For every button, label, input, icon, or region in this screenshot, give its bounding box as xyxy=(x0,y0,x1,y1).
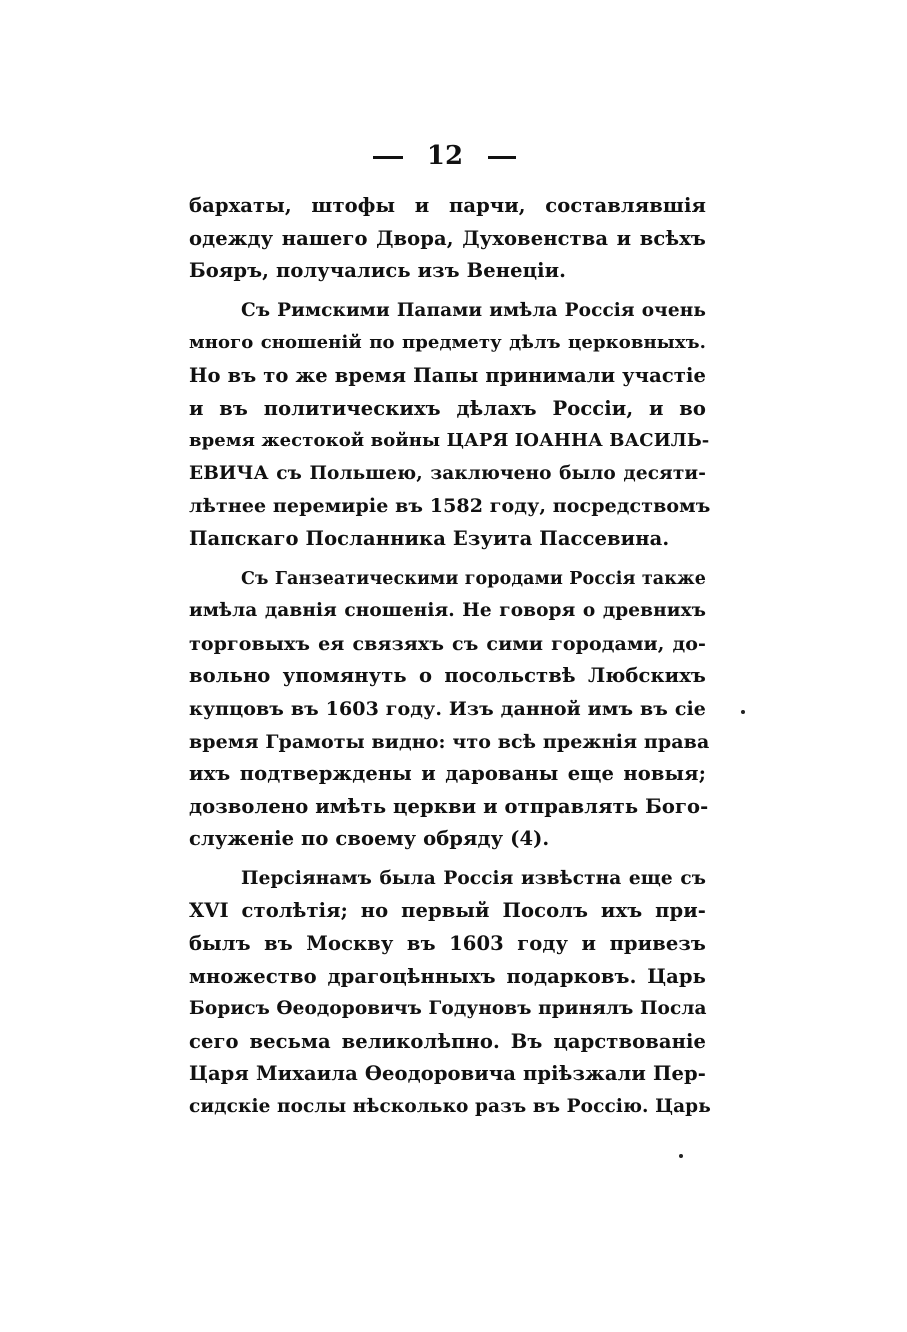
text-line: бархаты, штофы и парчи, составлявшія xyxy=(189,194,706,217)
text-line: Съ Ганзеатическими городами Россія также xyxy=(241,568,706,589)
text-line: ЕВИЧА съ Польшею, заключено было десяти- xyxy=(189,462,706,484)
text-line: дозволено имѣть церкви и отправлять Бого- xyxy=(189,794,709,818)
text-line: Съ Римскими Папами имѣла Россія очень xyxy=(241,299,706,321)
header-dash-right xyxy=(488,156,516,159)
text-line: Борисъ Ѳеодоровичъ Годуновъ принялъ Посла xyxy=(189,998,707,1020)
text-line: имѣла давнія сношенія. Не говоря о древнихъ xyxy=(189,600,706,622)
text-line: купцовъ въ 1603 году. Изъ данной имъ въ сіе xyxy=(189,697,706,720)
text-line: Персіянамъ была Россія извѣстна еще съ xyxy=(241,867,706,889)
text-line: вольно упомянуть о посольствѣ Любскихъ xyxy=(189,664,706,688)
text-line: много сношеній по предмету дѣлъ церковныхъ. xyxy=(189,332,706,354)
text-line: XVI столѣтія; но первый Посолъ ихъ при- xyxy=(189,899,706,923)
page-number: 12 xyxy=(426,141,464,171)
text-line: и въ политическихъ дѣлахъ Россіи, и во xyxy=(189,396,706,420)
text-line: Царя Михаила Ѳеодоровича пріѣзжали Пер- xyxy=(189,1062,706,1086)
text-line: сего весьма великолѣпно. Въ царствованіе xyxy=(189,1029,706,1053)
text-line: лѣтнее перемиріе въ 1582 году, посредствомъ xyxy=(189,495,711,518)
text-line: служеніе по своему обряду (4). xyxy=(189,827,550,851)
page-header xyxy=(0,140,907,174)
paragraph-persians xyxy=(189,863,711,1124)
paragraph-venice xyxy=(189,190,706,288)
text-line: Бояръ, получались изъ Венеціи. xyxy=(189,259,567,283)
body-text xyxy=(189,190,711,1124)
text-line: множество драгоцѣнныхъ подарковъ. Царь xyxy=(189,964,706,988)
text-line: Папскаго Посланника Езуита Пассевина. xyxy=(189,526,670,550)
text-line: Но въ то же время Папы принимали участіе xyxy=(189,363,706,387)
header-dash-left xyxy=(373,156,403,159)
text-line: время жестокой войны ЦАРЯ ІОАННА ВАСИЛЬ- xyxy=(189,430,710,452)
text-line: былъ въ Москву въ 1603 году и привезъ xyxy=(189,932,706,956)
paragraph-popes xyxy=(189,295,711,556)
text-line: ихъ подтверждены и дарованы еще новыя; xyxy=(189,762,706,786)
text-line: одежду нашего Двора, Духовенства и всѣхъ xyxy=(189,226,706,250)
text-line: время Грамоты видно: что всѣ прежнія права xyxy=(189,730,710,753)
text-line: торговыхъ ея связяхъ съ сими городами, до- xyxy=(189,632,706,655)
text-line: сидскіе послы нѣсколько разъ въ Россію. Царь xyxy=(189,1096,711,1118)
paragraph-hanseatic xyxy=(189,563,710,856)
scan-speck xyxy=(741,710,745,714)
scan-speck xyxy=(679,1154,683,1158)
